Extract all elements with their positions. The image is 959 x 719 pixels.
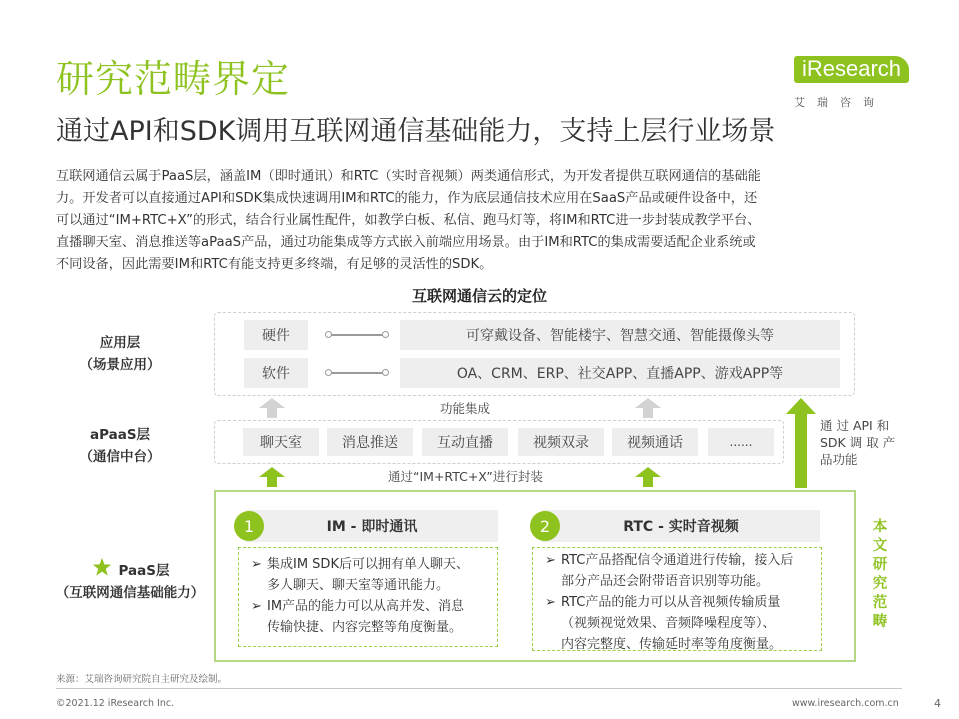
chevron-right-icon: ➢ <box>251 599 262 614</box>
apaas-item: ...... <box>708 428 774 456</box>
integration-label: 功能集成 <box>440 401 491 416</box>
paas-layer-name: PaaS层 <box>118 563 170 579</box>
im-capabilities-box <box>238 547 498 647</box>
encapsulation-label: 通过“IM+RTC+X”进行封装 <box>388 469 543 484</box>
page-title: 研究范畴界定 <box>56 57 291 101</box>
connector-line <box>330 334 386 336</box>
hardware-value: 可穿戴设备、智能楼宇、智慧交通、智能摄像头等 <box>400 320 840 350</box>
connector-line <box>330 372 386 374</box>
footer-url[interactable]: www.iresearch.com.cn <box>792 698 899 709</box>
logo-wordmark: iResearch <box>794 56 909 83</box>
green-up-arrow-icon <box>259 467 285 487</box>
bullet-line: 集成IM SDK后可以拥有单人聊天、 <box>267 557 469 572</box>
rtc-number-badge: 2 <box>530 511 560 541</box>
green-up-arrow-icon <box>635 467 661 487</box>
side-note-line: 品功能 <box>820 452 858 467</box>
connector-dot-icon <box>382 331 389 338</box>
apaas-layer-sub: （通信中台） <box>79 449 161 465</box>
bullet-line: RTC产品的能力可以从音视频传输质量 <box>561 595 781 610</box>
logo-tagline: 艾瑞咨询 <box>794 96 886 109</box>
bullet-item <box>251 596 489 617</box>
bullet-line: IM产品的能力可以从高并发、消息 <box>267 599 465 614</box>
page-number: 4 <box>934 697 941 710</box>
chevron-right-icon: ➢ <box>545 553 556 568</box>
chevron-right-icon: ➢ <box>251 557 262 572</box>
side-note-line: SDK 调 取 产 <box>820 435 896 450</box>
app-layer-sub: （场景应用） <box>79 357 161 373</box>
bullet-item <box>545 592 813 613</box>
apaas-item: 视频双录 <box>518 428 604 456</box>
im-title: IM - 即时通讯 <box>246 510 498 542</box>
page-subtitle: 通过API和SDK调用互联网通信基础能力，支持上层行业场景 <box>56 116 776 147</box>
rtc-capabilities-box <box>532 547 822 651</box>
gray-up-arrow-icon <box>259 398 285 418</box>
bullet-line: 内容完整度、传输延时率等角度衡量。 <box>561 637 783 652</box>
copyright: ©2021.12 iResearch Inc. <box>56 698 175 709</box>
rtc-title: RTC - 实时音视频 <box>542 510 820 542</box>
hardware-label: 硬件 <box>244 320 308 350</box>
side-note <box>820 417 895 468</box>
apaas-layer-label <box>60 424 180 468</box>
software-value: OA、CRM、ERP、社交APP、直播APP、游戏APP等 <box>400 358 840 388</box>
apaas-layer-name: aPaaS层 <box>89 427 151 443</box>
intro-line: 不同设备，因此需要IM和RTC有能支持更多终端，有足够的灵活性的SDK。 <box>56 257 493 272</box>
apaas-item: 视频通话 <box>612 428 698 456</box>
bullet-item <box>545 550 813 571</box>
connector-dot-icon <box>325 331 332 338</box>
connector-dot-icon <box>325 369 332 376</box>
apaas-item: 消息推送 <box>327 428 413 456</box>
bullet-item <box>251 554 489 575</box>
bullet-line: 传输快捷、内容完整等角度衡量。 <box>267 620 463 635</box>
diagram-title: 互联网通信云的定位 <box>411 287 547 305</box>
footer-divider <box>56 688 902 689</box>
tall-green-up-arrow-icon <box>786 398 816 488</box>
bullet-line: 部分产品还会附带语音识别等功能。 <box>561 574 770 589</box>
connector-dot-icon <box>382 369 389 376</box>
software-label: 软件 <box>244 358 308 388</box>
gray-up-arrow-icon <box>635 398 661 418</box>
paas-layer-sub: （互联网通信基础能力） <box>55 585 205 601</box>
intro-paragraph <box>56 166 916 276</box>
bullet-line: 多人聊天、聊天室等通讯能力。 <box>267 578 450 593</box>
source-note: 来源：艾瑞咨询研究院自主研究及绘制。 <box>56 674 228 685</box>
star-icon <box>91 556 113 578</box>
intro-line: 互联网通信云属于PaaS层，涵盖IM（即时通讯）和RTC（实时音视频）两类通信形式，为开发者提供互联网通信的基础能 <box>56 169 761 184</box>
scope-label: 本文研究范畴 <box>872 519 888 630</box>
im-number-badge: 1 <box>234 511 264 541</box>
bullet-line: RTC产品搭配信令通道进行传输，接入后 <box>561 553 794 568</box>
app-layer-name: 应用层 <box>99 335 141 351</box>
paas-layer-label <box>40 560 220 604</box>
side-note-line: 通 过 API 和 <box>820 418 890 433</box>
intro-line: 直播聊天室、消息推送等aPaaS产品，通过功能集成等方式嵌入前端应用场景。由于IM和RTC的集成需要适配企业系统或 <box>56 235 756 250</box>
apaas-item: 聊天室 <box>243 428 319 456</box>
chevron-right-icon: ➢ <box>545 595 556 610</box>
bullet-line: （视频视觉效果、音频降噪程度等）、 <box>561 616 776 631</box>
apaas-item: 互动直播 <box>422 428 508 456</box>
iresearch-logo <box>794 52 906 96</box>
intro-line: 力。开发者可以直接通过API和SDK集成快速调用IM和RTC的能力，作为底层通信技术应用在SaaS产品或硬件设备中，还 <box>56 191 758 206</box>
app-layer-label <box>60 332 180 376</box>
intro-line: 可以通过“IM+RTC+X”的形式，结合行业属性配件，如教学白板、私信、跑马灯等，将IM和RTC进一步封装成教学平台、 <box>56 213 761 228</box>
